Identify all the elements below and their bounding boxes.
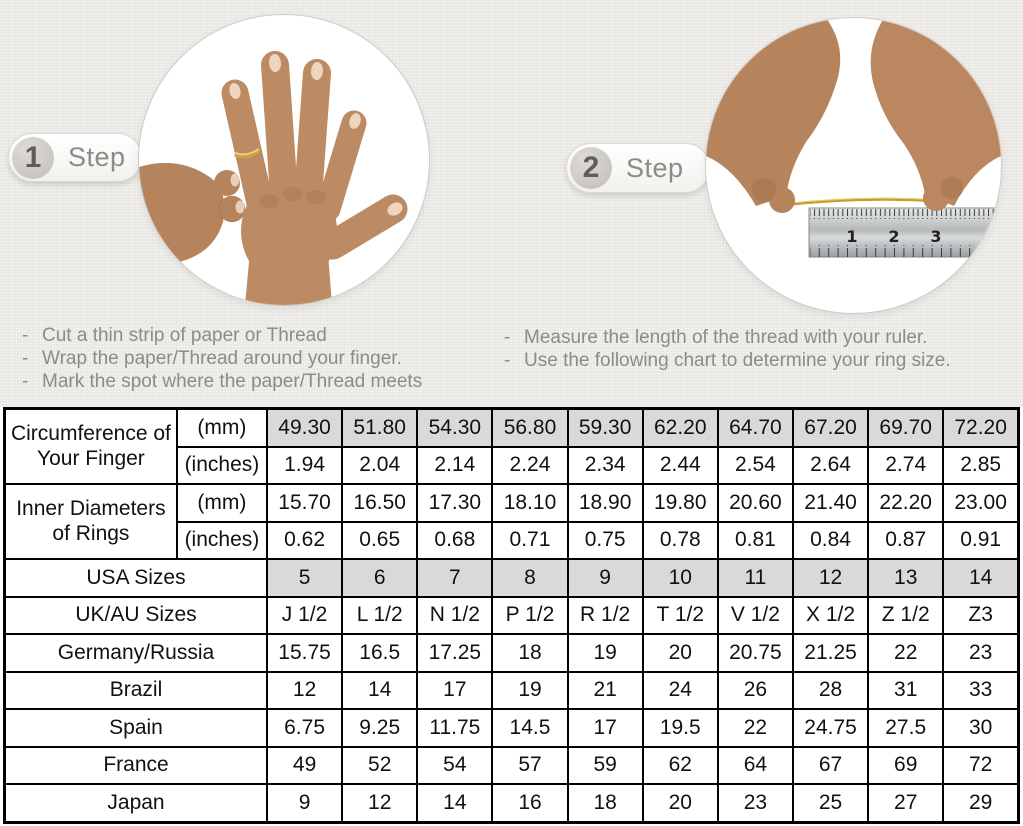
ring-size-table <box>3 407 1020 824</box>
value-cell: 49 <box>267 747 342 785</box>
value-cell: 54 <box>417 747 492 785</box>
value-cell: 0.62 <box>267 522 342 560</box>
step2-photo <box>705 17 1002 314</box>
value-cell: 2.24 <box>492 447 567 485</box>
value-cell: 0.81 <box>718 522 793 560</box>
row-label-cell: Inner Diameters of Rings <box>5 484 177 559</box>
value-cell: 26 <box>718 672 793 710</box>
value-cell: 18.90 <box>568 484 643 522</box>
bullet-dash: - <box>22 371 29 392</box>
value-cell: 16.5 <box>342 634 417 672</box>
unit-cell: (mm) <box>177 409 267 447</box>
value-cell: 6.75 <box>267 709 342 747</box>
value-cell: 59.30 <box>568 409 643 447</box>
unit-cell: (mm) <box>177 484 267 522</box>
value-cell: 29 <box>943 784 1018 822</box>
unit-cell: (inches) <box>177 447 267 485</box>
value-cell: 19 <box>492 672 567 710</box>
gold-thread <box>782 198 939 205</box>
table-row-diameter-mm <box>5 484 1019 522</box>
value-cell: 5 <box>267 559 342 597</box>
value-cell: 17.25 <box>417 634 492 672</box>
value-cell: 2.85 <box>943 447 1018 485</box>
table-row-germany-russia <box>5 634 1019 672</box>
value-cell: 0.71 <box>492 522 567 560</box>
value-cell: 31 <box>868 672 943 710</box>
step1-instructions <box>22 324 422 393</box>
value-cell: 19 <box>568 634 643 672</box>
value-cell: 15.70 <box>267 484 342 522</box>
value-cell: J 1/2 <box>267 597 342 635</box>
value-cell: 2.04 <box>342 447 417 485</box>
value-cell: 0.75 <box>568 522 643 560</box>
value-cell: 11.75 <box>417 709 492 747</box>
instruction-text: Mark the spot where the paper/Thread meets <box>42 371 423 392</box>
table-row-spain <box>5 709 1019 747</box>
value-cell: 56.80 <box>492 409 567 447</box>
helper-hand <box>139 163 245 266</box>
ruler-number: 1 <box>846 227 858 246</box>
value-cell: 57 <box>492 747 567 785</box>
step1-photo <box>138 14 430 306</box>
value-cell: 22.20 <box>868 484 943 522</box>
instructions-section <box>0 0 1023 407</box>
value-cell: 2.54 <box>718 447 793 485</box>
instruction-line <box>22 347 422 370</box>
step1-label: Step <box>68 142 126 172</box>
value-cell: 12 <box>793 559 868 597</box>
value-cell: 22 <box>718 709 793 747</box>
instruction-text: Wrap the paper/Thread around your finger. <box>42 348 402 369</box>
value-cell: 62.20 <box>643 409 718 447</box>
value-cell: T 1/2 <box>643 597 718 635</box>
table-row-japan <box>5 784 1019 822</box>
value-cell: R 1/2 <box>568 597 643 635</box>
instruction-line <box>504 326 951 349</box>
value-cell: 14 <box>342 672 417 710</box>
value-cell: L 1/2 <box>342 597 417 635</box>
measuring-hands-illustration <box>706 18 1001 313</box>
value-cell: 21.40 <box>793 484 868 522</box>
step1-number: 1 <box>12 137 54 179</box>
value-cell: 2.64 <box>793 447 868 485</box>
value-cell: 12 <box>342 784 417 822</box>
value-cell: 11 <box>718 559 793 597</box>
value-cell: 19.5 <box>643 709 718 747</box>
value-cell: 54.30 <box>417 409 492 447</box>
value-cell: 51.80 <box>342 409 417 447</box>
value-cell: 8 <box>492 559 567 597</box>
value-cell: Z 1/2 <box>868 597 943 635</box>
value-cell: Z3 <box>943 597 1018 635</box>
value-cell: 64 <box>718 747 793 785</box>
table-row-brazil <box>5 672 1019 710</box>
value-cell: 17 <box>417 672 492 710</box>
value-cell: 0.91 <box>943 522 1018 560</box>
value-cell: 67 <box>793 747 868 785</box>
step1-badge <box>8 133 142 182</box>
bullet-dash: - <box>504 327 511 348</box>
value-cell: 21 <box>568 672 643 710</box>
table-row-france <box>5 747 1019 785</box>
ruler-number: 3 <box>930 227 942 246</box>
value-cell: 2.44 <box>643 447 718 485</box>
value-cell: 16 <box>492 784 567 822</box>
value-cell: 24 <box>643 672 718 710</box>
value-cell: N 1/2 <box>417 597 492 635</box>
left-hand <box>706 18 840 213</box>
value-cell: 19.80 <box>643 484 718 522</box>
value-cell: 17.30 <box>417 484 492 522</box>
ruler <box>809 208 1001 257</box>
value-cell: 0.84 <box>793 522 868 560</box>
value-cell: 25 <box>793 784 868 822</box>
value-cell: 23 <box>943 634 1018 672</box>
value-cell: 59 <box>568 747 643 785</box>
value-cell: 27.5 <box>868 709 943 747</box>
value-cell: 72.20 <box>943 409 1018 447</box>
value-cell: 2.74 <box>868 447 943 485</box>
value-cell: 0.68 <box>417 522 492 560</box>
value-cell: 62 <box>643 747 718 785</box>
value-cell: 6 <box>342 559 417 597</box>
value-cell: 28 <box>793 672 868 710</box>
value-cell: 17 <box>568 709 643 747</box>
value-cell: 52 <box>342 747 417 785</box>
bullet-dash: - <box>22 348 29 369</box>
value-cell: 18 <box>492 634 567 672</box>
value-cell: 24.75 <box>793 709 868 747</box>
value-cell: 9 <box>267 784 342 822</box>
value-cell: P 1/2 <box>492 597 567 635</box>
value-cell: 14.5 <box>492 709 567 747</box>
bullet-dash: - <box>504 350 511 371</box>
value-cell: 72 <box>943 747 1018 785</box>
step2-label: Step <box>626 152 684 183</box>
bullet-dash: - <box>22 325 29 346</box>
step2-instructions <box>504 326 951 372</box>
unit-cell: (inches) <box>177 522 267 560</box>
instruction-text: Use the following chart to determine your ring size. <box>524 350 951 371</box>
value-cell: 33 <box>943 672 1018 710</box>
step2-badge <box>566 143 710 193</box>
value-cell: 49.30 <box>267 409 342 447</box>
value-cell: 21.25 <box>793 634 868 672</box>
value-cell: 16.50 <box>342 484 417 522</box>
value-cell: 64.70 <box>718 409 793 447</box>
row-label-cell: Circumference of Your Finger <box>5 409 177 485</box>
value-cell: 14 <box>417 784 492 822</box>
row-label-cell: Brazil <box>5 672 268 710</box>
instruction-line <box>22 324 422 347</box>
instruction-text: Cut a thin strip of paper or Thread <box>42 325 327 346</box>
value-cell: 7 <box>417 559 492 597</box>
value-cell: 15.75 <box>267 634 342 672</box>
table-row-circumference-mm <box>5 409 1019 447</box>
value-cell: 20.75 <box>718 634 793 672</box>
value-cell: 0.87 <box>868 522 943 560</box>
value-cell: 9.25 <box>342 709 417 747</box>
value-cell: 20.60 <box>718 484 793 522</box>
hand-with-ring-illustration <box>139 15 429 305</box>
instruction-text: Measure the length of the thread with your ruler. <box>524 327 928 348</box>
table-row-usa <box>5 559 1019 597</box>
row-label-cell: Japan <box>5 784 268 822</box>
value-cell: 0.78 <box>643 522 718 560</box>
value-cell: 2.34 <box>568 447 643 485</box>
value-cell: 67.20 <box>793 409 868 447</box>
value-cell: V 1/2 <box>718 597 793 635</box>
value-cell: 12 <box>267 672 342 710</box>
value-cell: 10 <box>643 559 718 597</box>
right-hand <box>871 18 1001 211</box>
value-cell: 13 <box>868 559 943 597</box>
value-cell: 9 <box>568 559 643 597</box>
value-cell: 30 <box>943 709 1018 747</box>
value-cell: 23.00 <box>943 484 1018 522</box>
row-label-cell: USA Sizes <box>5 559 268 597</box>
main-hand <box>228 54 405 305</box>
value-cell: 20 <box>643 634 718 672</box>
value-cell: 0.65 <box>342 522 417 560</box>
value-cell: X 1/2 <box>793 597 868 635</box>
instruction-line <box>504 349 951 372</box>
value-cell: 23 <box>718 784 793 822</box>
row-label-cell: Germany/Russia <box>5 634 268 672</box>
row-label-cell: UK/AU Sizes <box>5 597 268 635</box>
value-cell: 27 <box>868 784 943 822</box>
row-label-cell: Spain <box>5 709 268 747</box>
ruler-number: 2 <box>888 227 900 246</box>
value-cell: 14 <box>943 559 1018 597</box>
step2-number: 2 <box>570 147 612 189</box>
row-label-cell: France <box>5 747 268 785</box>
value-cell: 1.94 <box>267 447 342 485</box>
instruction-line <box>22 370 422 393</box>
value-cell: 22 <box>868 634 943 672</box>
value-cell: 2.14 <box>417 447 492 485</box>
value-cell: 69 <box>868 747 943 785</box>
value-cell: 18.10 <box>492 484 567 522</box>
value-cell: 18 <box>568 784 643 822</box>
value-cell: 69.70 <box>868 409 943 447</box>
table-row-ukau <box>5 597 1019 635</box>
size-chart-section <box>0 407 1023 826</box>
value-cell: 20 <box>643 784 718 822</box>
